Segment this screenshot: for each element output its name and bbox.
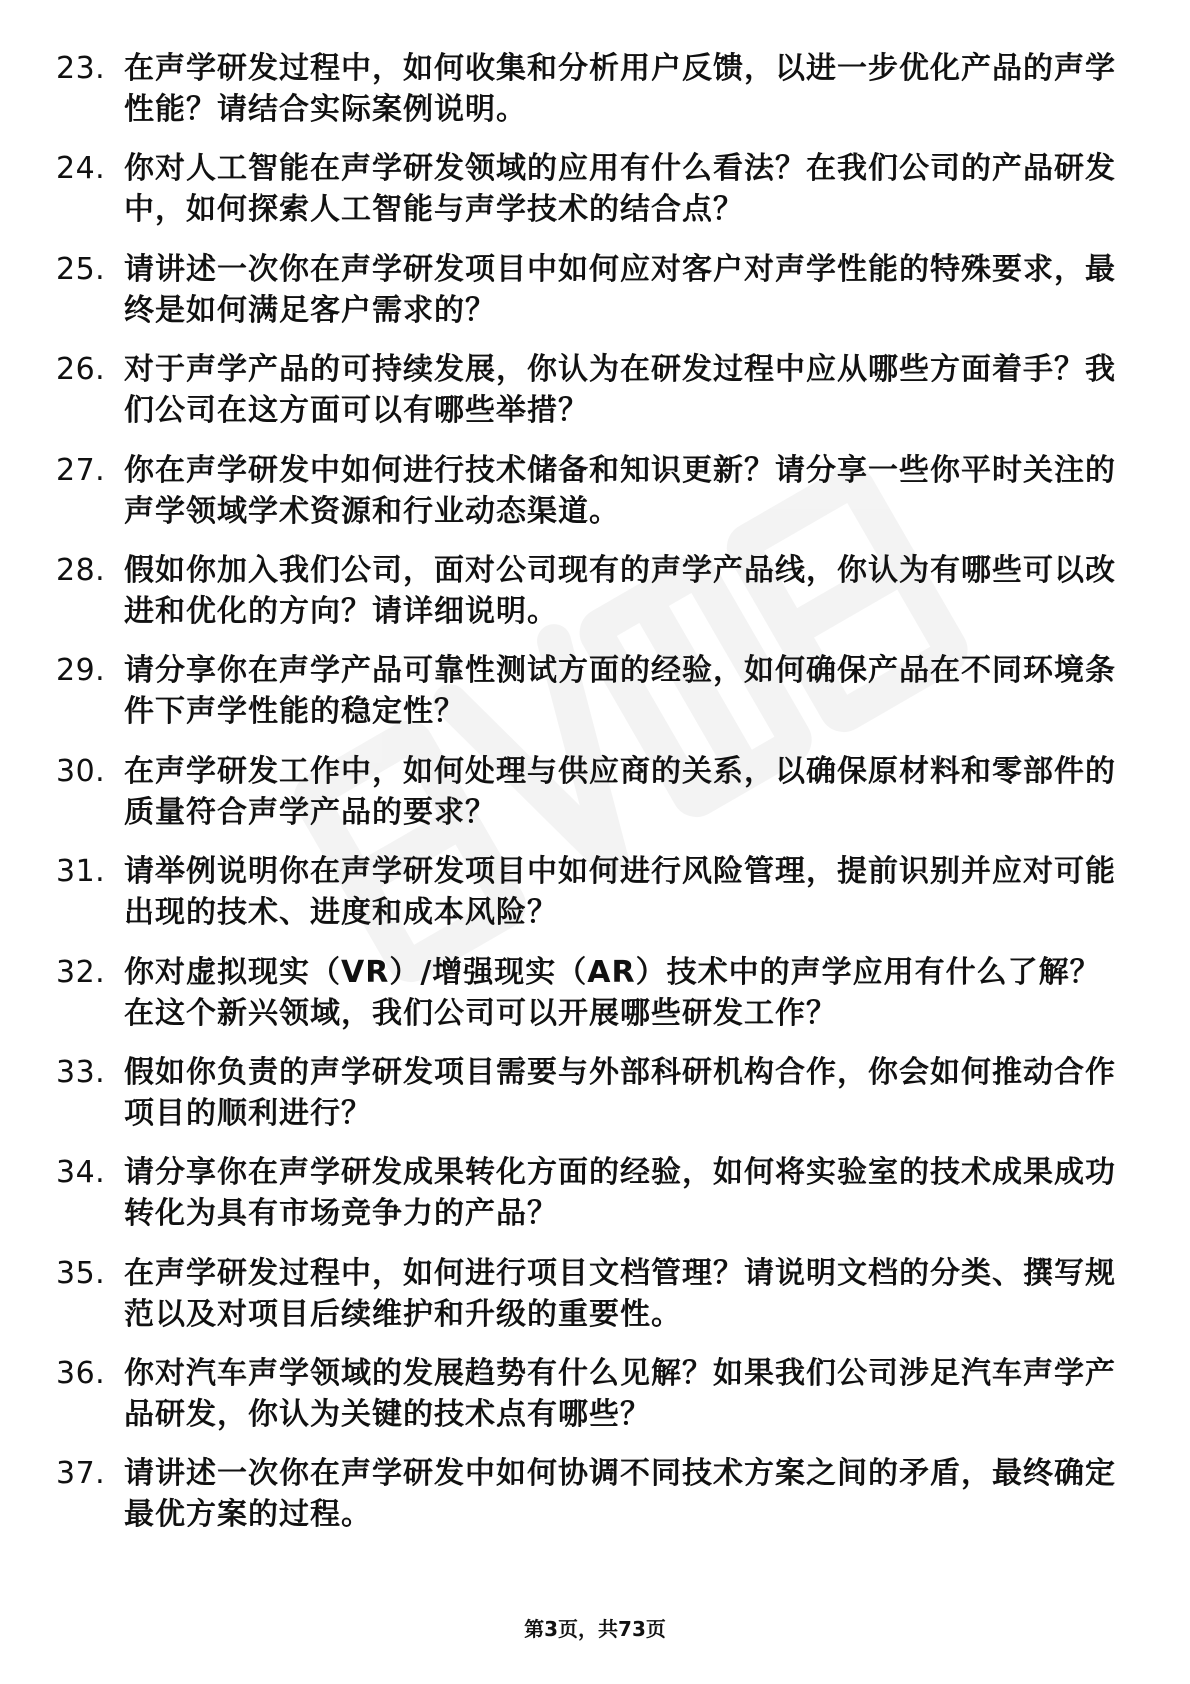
question-text: 你在声学研发中如何进行技术储备和知识更新？请分享一些你平时关注的声学领域学术资源和行业动态渠道。 xyxy=(124,452,1116,529)
question-number: 32. xyxy=(56,954,106,990)
question-number: 36. xyxy=(56,1356,106,1392)
question-text: 请分享你在声学产品可靠性测试方面的经验，如何确保产品在不同环境条件下声学性能的稳定性？ xyxy=(124,653,1116,730)
question-text: 请讲述一次你在声学研发项目中如何应对客户对声学性能的特殊要求，最终是如何满足客户需求的？ xyxy=(124,251,1116,328)
question-text: 在声学研发过程中，如何收集和分析用户反馈，以进一步优化产品的声学性能？请结合实际案例说明。 xyxy=(124,51,1116,127)
question-number: 34. xyxy=(56,1155,106,1191)
question-number: 27. xyxy=(56,452,106,488)
question-number: 33. xyxy=(56,1054,106,1090)
question-number: 35. xyxy=(56,1255,106,1291)
question-number: 28. xyxy=(56,552,106,588)
list-item xyxy=(56,1152,1116,1234)
list-item xyxy=(56,148,1116,230)
question-text: 你对汽车声学领域的发展趋势有什么见解？如果我们公司涉足汽车声学产品研发，你认为关键的技术点有哪些？ xyxy=(124,1356,1116,1433)
list-item xyxy=(56,1453,1116,1535)
question-text: 请讲述一次你在声学研发中如何协调不同技术方案之间的矛盾，最终确定最优方案的过程。 xyxy=(124,1456,1116,1533)
question-number: 25. xyxy=(56,251,106,287)
question-number: 30. xyxy=(56,753,106,789)
question-number: 26. xyxy=(56,352,106,388)
list-item xyxy=(56,952,1116,1034)
question-number: 24. xyxy=(56,151,106,187)
question-text: 你对人工智能在声学研发领域的应用有什么看法？在我们公司的产品研发中，如何探索人工智能与声学技术的结合点？ xyxy=(124,151,1116,228)
list-item xyxy=(56,1253,1116,1335)
question-text: 假如你加入我们公司，面对公司现有的声学产品线，你认为有哪些可以改进和优化的方向？请详细说明。 xyxy=(124,552,1116,629)
question-number: 37. xyxy=(56,1456,106,1492)
list-item xyxy=(56,249,1116,331)
question-text: 请分享你在声学研发成果转化方面的经验，如何将实验室的技术成果成功转化为具有市场竞争力的产品？ xyxy=(124,1155,1116,1232)
list-item xyxy=(56,1353,1116,1435)
question-text: 对于声学产品的可持续发展，你认为在研发过程中应从哪些方面着手？我们公司在这方面可以有哪些举措？ xyxy=(124,352,1116,429)
question-number: 31. xyxy=(56,854,106,890)
list-item xyxy=(56,450,1116,532)
question-text: 请举例说明你在声学研发项目中如何进行风险管理，提前识别并应对可能出现的技术、进度和成本风险？ xyxy=(124,854,1116,931)
list-item xyxy=(56,349,1116,431)
list-item xyxy=(56,550,1116,632)
question-number: 29. xyxy=(56,653,106,689)
list-item xyxy=(56,751,1116,833)
question-text: 你对虚拟现实（VR）/增强现实（AR）技术中的声学应用有什么了解？在这个新兴领域，我们公司可以开展哪些研发工作？ xyxy=(124,954,1101,1031)
list-item xyxy=(56,48,1116,130)
page-number-footer: 第3页，共73页 xyxy=(524,1617,666,1641)
question-text: 假如你负责的声学研发项目需要与外部科研机构合作，你会如何推动合作项目的顺利进行？ xyxy=(124,1054,1116,1131)
question-text: 在声学研发过程中，如何进行项目文档管理？请说明文档的分类、撰写规范以及对项目后续维护和升级的重要性。 xyxy=(124,1255,1116,1332)
list-item xyxy=(56,1052,1116,1134)
list-item xyxy=(56,851,1116,933)
question-text: 在声学研发工作中，如何处理与供应商的关系，以确保原材料和零部件的质量符合声学产品的要求？ xyxy=(124,753,1116,830)
question-list xyxy=(56,48,1116,1554)
question-number: 23. xyxy=(56,51,106,86)
list-item xyxy=(56,650,1116,732)
